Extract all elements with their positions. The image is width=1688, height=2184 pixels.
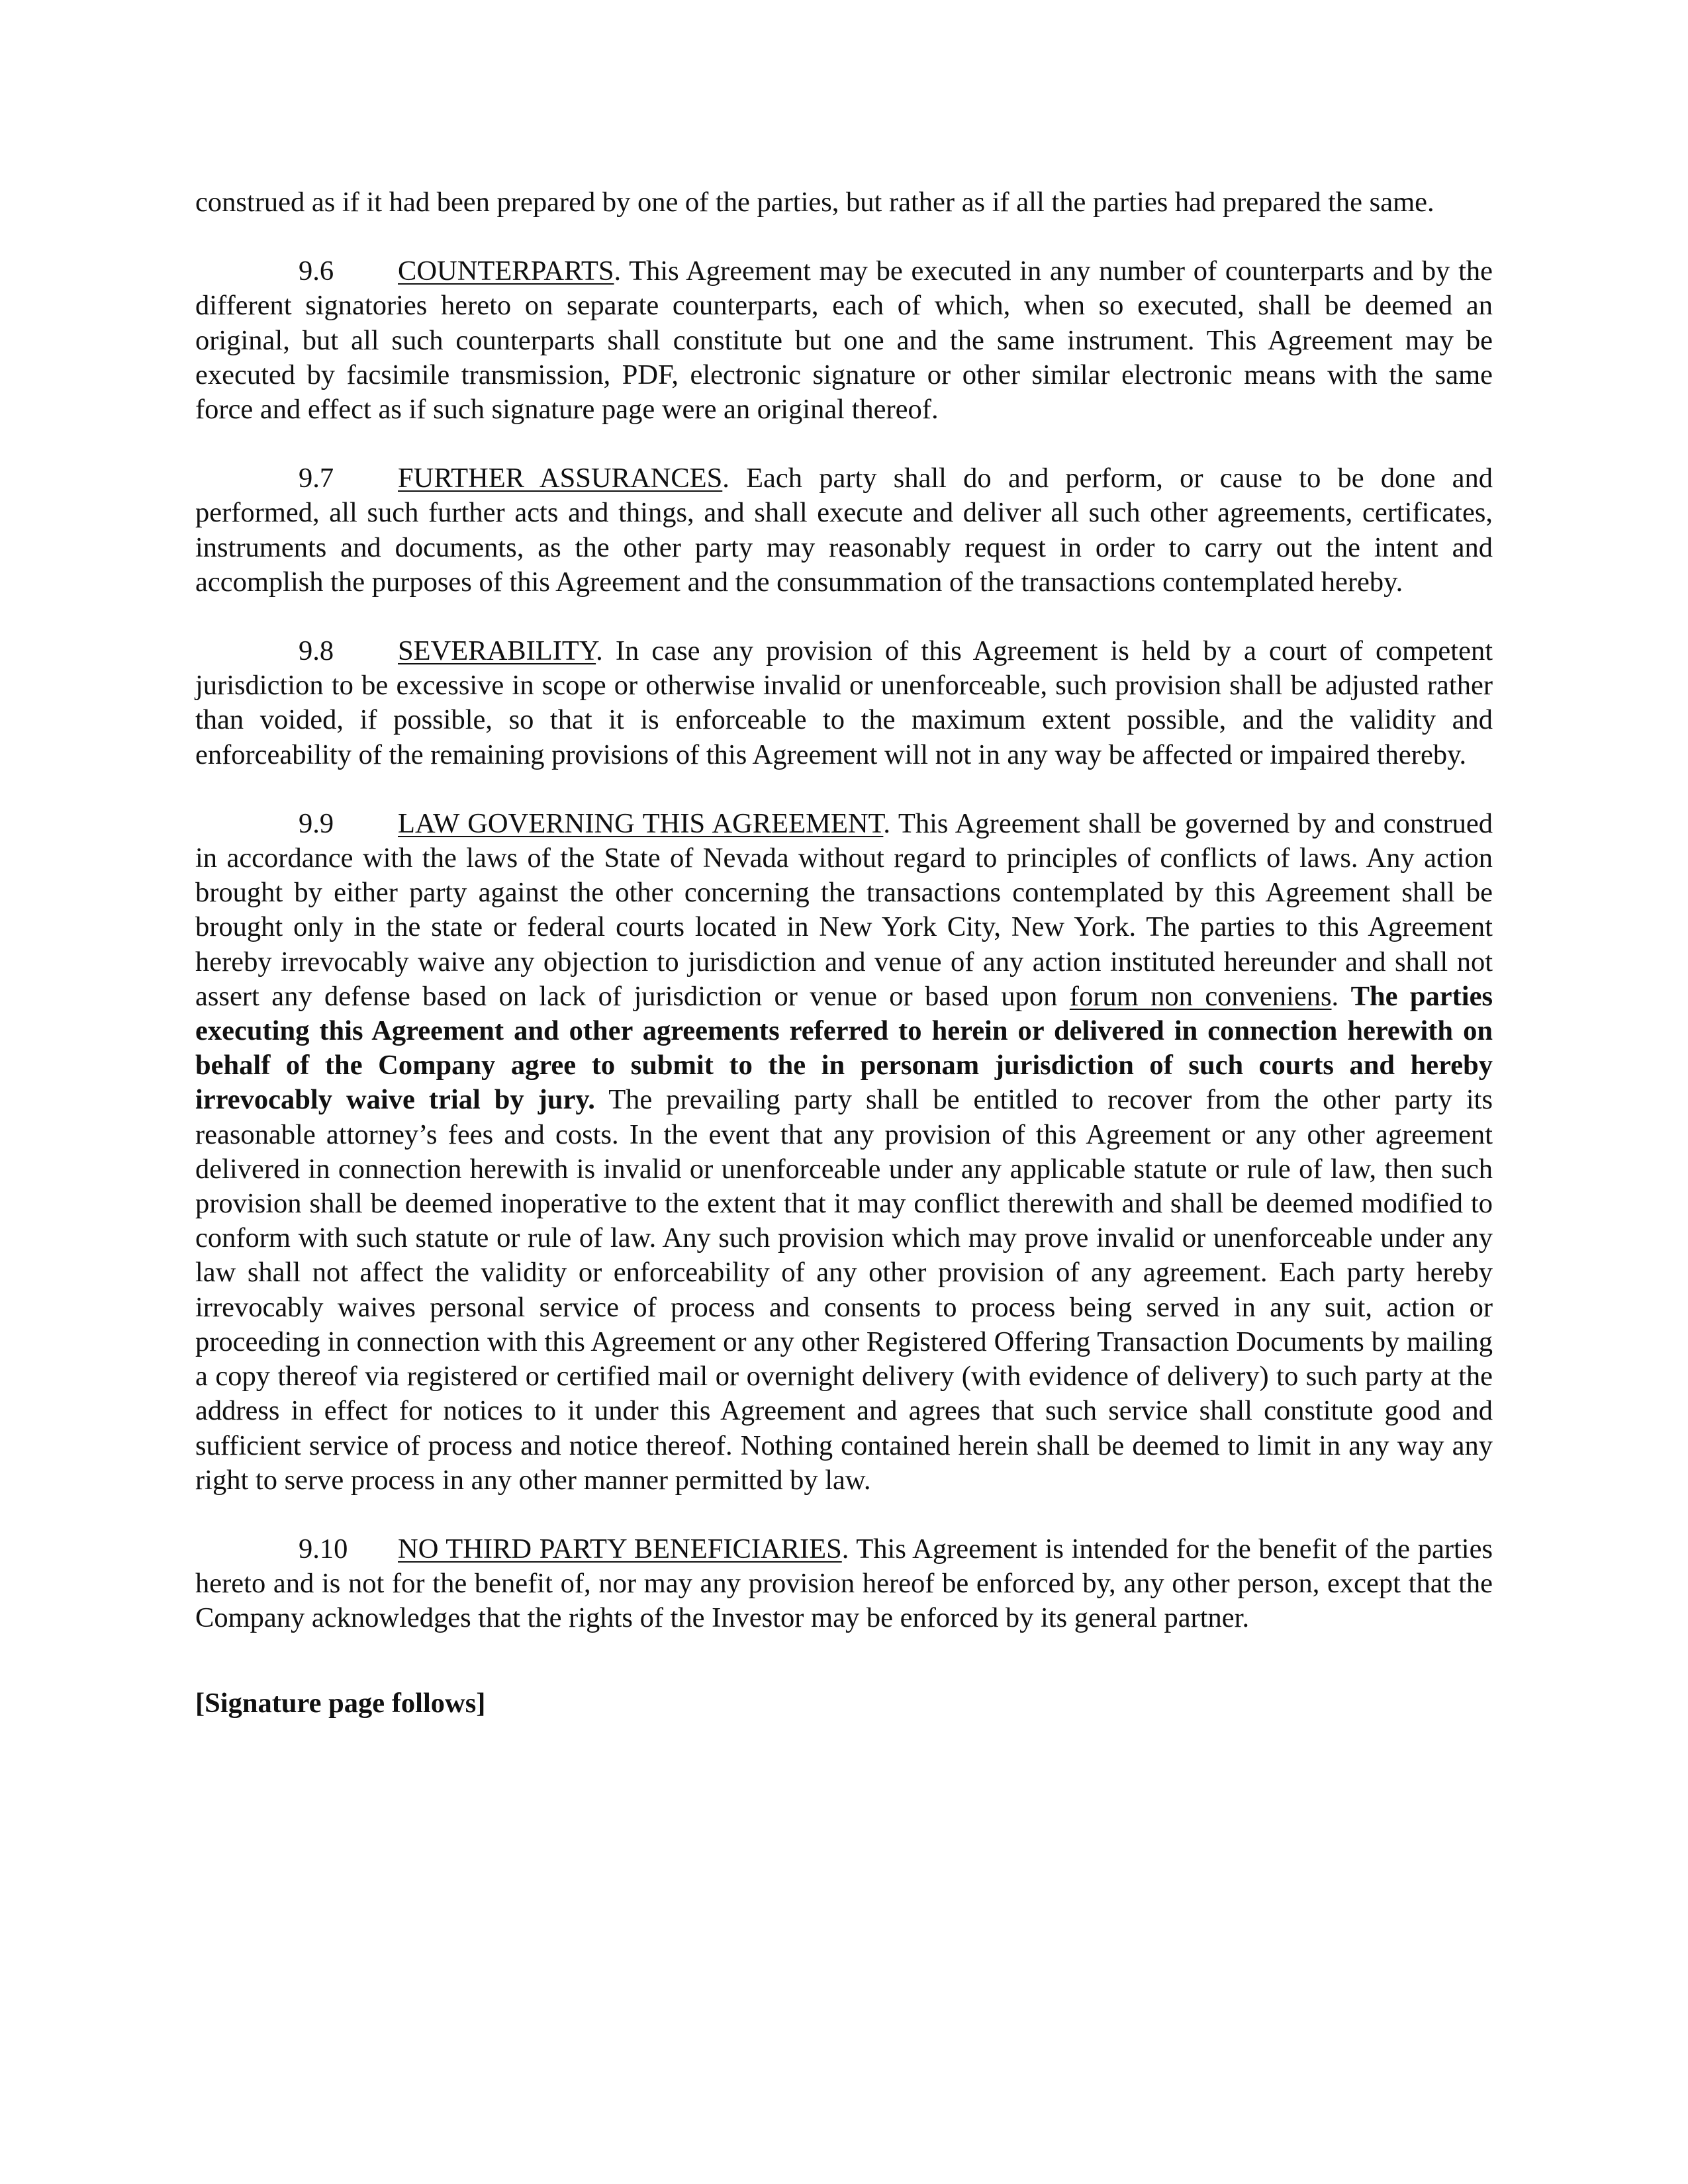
section-heading: NO THIRD PARTY BENEFICIARIES [398,1533,842,1565]
section-9-9 [195,807,1493,1498]
underlined-phrase: forum non conveniens [1069,980,1332,1012]
document-page [195,185,1493,1755]
section-text-c: The prevailing party shall be entitled to recover from the other party its reasonable attorney’s fees and costs. In the event that any provision of this Agreement or any other agreement delivered in connection herewith is invalid or unenforceable under any applicable statute or rule of law, then such provision shall be deemed inoperative to the extent that it may conflict therewith and shall be deemed modified to conform with such statute or rule of law. Any such provision which may prove invalid or unenforceable under any law shall not affect the validity or enforceability of any other provision of any agreement. Each party hereby irrevocably waives personal service of process and consents to process being served in any suit, action or proceeding in connection with this Agreement or any other Registered Offering Transaction Documents by mailing a copy thereof via registered or certified mail or overnight delivery (with evidence of delivery) to such party at the address in effect for notices to it under this Agreement and agrees that such service shall constitute good and sufficient service of process and notice thereof. Nothing contained herein shall be deemed to limit in any way any right to serve process in any other manner permitted by law. [195,1084,1493,1496]
jury-waiver-bold-text: The parties executing this Agreement and other agreements referred to herein or delivered in connection herewith on behalf of the Company agree to submit to the in personam jurisdiction of such courts and hereby irrevocably waive trial by jury. [195,980,1493,1116]
section-text: . Each party shall do and perform, or cause to be done and performed, all such further acts and things, and shall execute and deliver all such other agreements, certificates, instruments and documents, as the other party may reasonably request in order to carry out the intent and accomplish the purposes of this Agreement and the consummation of the transactions contemplated hereby. [195,463,1493,598]
section-text: . This Agreement may be executed in any number of counterparts and by the different signatories hereto on separate counterparts, each of which, when so executed, shall be deemed an original, but all such counterparts shall constitute but one and the same instrument. This Agreement may be executed by facsimile transmission, PDF, electronic signature or other similar electronic means with the same force and effect as if such signature page were an original thereof. [195,255,1493,426]
section-9-10 [195,1532,1493,1636]
section-9-6 [195,254,1493,427]
section-heading: LAW GOVERNING THIS AGREEMENT [398,807,884,839]
section-heading: SEVERABILITY [398,635,596,667]
section-number: 9.9 [299,807,334,839]
section-9-7 [195,461,1493,600]
section-text-a: . This Agreement shall be governed by and construed in accordance with the laws of the State of Nevada without regard to principles of conflicts of laws. Any action brought by either party against the other concerning the transactions contemplated by this Agreement shall be brought only in the state or federal courts located in New York City, New York. The parties to this Agreement hereby irrevocably waive any objection to jurisdiction and venue of any action instituted hereunder and shall not assert any defense based on lack of jurisdiction or venue or based upon [195,807,1493,1012]
section-heading: COUNTERPARTS [398,255,614,287]
continuation-paragraph: construed as if it had been prepared by one of the parties, but rather as if all the parties had prepared the same. [195,187,1434,218]
section-heading: FURTHER ASSURANCES [398,463,723,494]
signature-page-note: [Signature page follows] [195,1687,486,1719]
section-number: 9.8 [299,635,334,667]
section-text-b: . [1331,980,1351,1012]
section-9-8 [195,634,1493,772]
section-number: 9.7 [299,463,334,494]
section-text: . In case any provision of this Agreement is held by a court of competent jurisdiction to be excessive in scope or otherwise invalid or unenforceable, such provision shall be adjusted rather than voided, if possible, so that it is enforceable to the maximum extent possible, and the validity and enforceability of the remaining provisions of this Agreement will not in any way be affected or impaired thereby. [195,635,1493,770]
section-text: . This Agreement is intended for the benefit of the parties hereto and is not for the benefit of, nor may any provision hereof be enforced by, any other person, except that the Company acknowledges that the rights of the Investor may be enforced by its general partner. [195,1533,1493,1634]
section-number: 9.6 [299,255,334,287]
section-number: 9.10 [299,1533,348,1565]
